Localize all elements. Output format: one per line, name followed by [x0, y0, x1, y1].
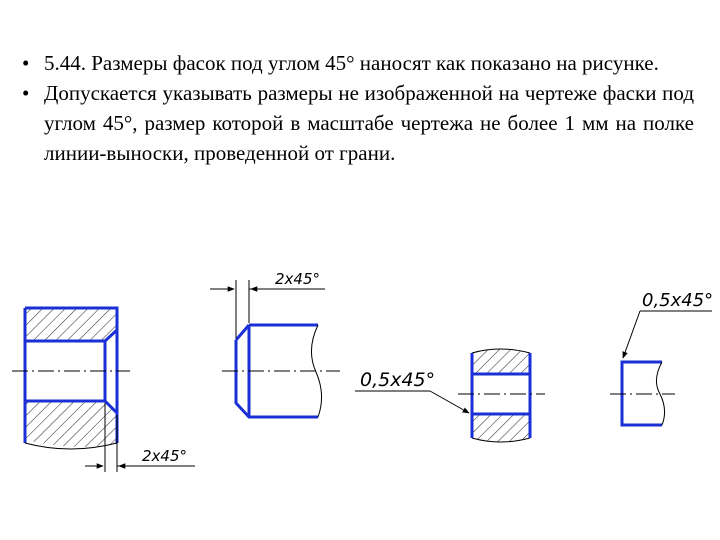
bullet-text: 5.44. Размеры фасок под углом 45° наносят как показано на рисунке. [44, 51, 659, 75]
drawing-hole-chamfer [12, 308, 195, 472]
drawing-small-shaft-chamfer [610, 290, 713, 425]
hatch-top [472, 349, 530, 374]
bullet-marker: • [22, 51, 30, 75]
hatch-top [25, 308, 117, 341]
chamfer-label: 2x45° [142, 447, 188, 465]
bullet-text: Допускается указывать размеры не изображенной на чертеже фаски под углом 45°, размер которой в масштабе чертежа не более 1 мм на полке линии-выноски, проведенной от грани. [44, 81, 694, 165]
chamfer-label: 0,5x45° [360, 369, 436, 391]
hatch-bottom [472, 414, 530, 442]
drawing-small-hole-chamfer [355, 349, 545, 442]
chamfer-label: 2x45° [275, 270, 321, 288]
bullet-marker: • [22, 81, 30, 105]
leader-arrow [623, 311, 640, 358]
chamfer-label: 0,5x45° [642, 290, 714, 311]
drawing-shaft-chamfer [210, 270, 340, 417]
hatch-bottom [25, 401, 117, 447]
